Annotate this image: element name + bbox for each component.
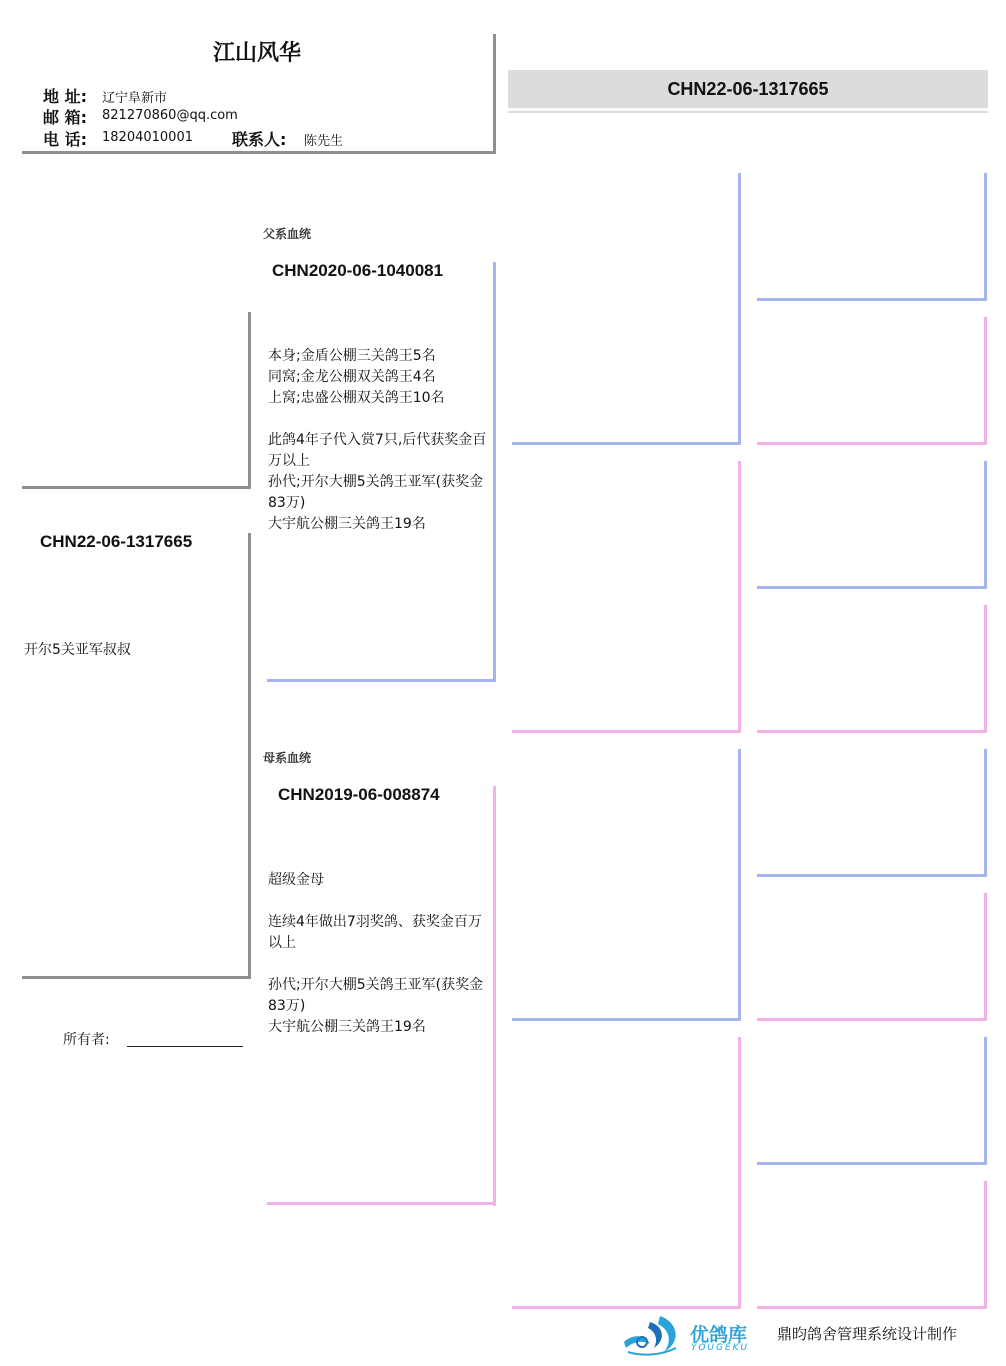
- sire-notes: [268, 346, 488, 535]
- credit-text: 鼎昀鸽舍管理系统设计制作: [777, 1325, 958, 1343]
- brand-sub: YOUGEKU: [691, 1343, 750, 1353]
- ggp-7-vline: [984, 1037, 987, 1165]
- contact-value: 陈先生: [304, 134, 344, 149]
- gp-1-vline: [738, 173, 741, 445]
- ggp-2-hline: [757, 442, 987, 445]
- banner-underline: [508, 111, 988, 113]
- ggp-3-hline: [757, 586, 987, 589]
- subject-upper-hline: [22, 486, 251, 489]
- sire-note-line: 本身;金盾公棚三关鸽王5名: [268, 348, 436, 364]
- subject-note: 开尔5关亚军叔叔: [24, 642, 131, 658]
- sire-note-line: 上窝;忠盛公棚双关鸽王10名: [268, 390, 445, 406]
- dam-note-line: 孙代;开尔大棚5关鸽王亚军(获奖金83万): [268, 977, 484, 1014]
- gp-2-vline: [738, 461, 741, 733]
- dam-note-line: [268, 891, 488, 912]
- owner-signature-line[interactable]: [127, 1046, 243, 1047]
- dam-vline: [493, 786, 496, 1206]
- subject-lower-hline: [22, 976, 251, 979]
- contact-label: 联系人:: [232, 130, 287, 149]
- header-bottom-border: [22, 151, 496, 154]
- banner-ring-number: CHN22-06-1317665: [667, 79, 829, 99]
- ggp-8-hline: [757, 1306, 987, 1309]
- address-label: 地 址:: [43, 87, 87, 106]
- gp-4-hline: [512, 1306, 741, 1309]
- sire-note-line: 孙代;开尔大棚5关鸽王亚军(获奖金83万): [268, 474, 484, 511]
- ggp-6-vline: [984, 893, 987, 1021]
- dam-ring-number: CHN2019-06-008874: [278, 785, 440, 804]
- ggp-3-vline: [984, 461, 987, 589]
- sire-note-line: [268, 409, 488, 430]
- ggp-5-vline: [984, 749, 987, 877]
- phone-value: 18204010001: [102, 130, 193, 145]
- sire-note-line: 此鸽4年子代入赏7只,后代获奖金百万以上: [268, 432, 487, 469]
- brand-name: 优鸽库: [690, 1324, 748, 1346]
- yougeku-logo-icon: [620, 1312, 690, 1356]
- dam-notes: [268, 870, 488, 1038]
- gp-3-vline: [738, 749, 741, 1021]
- ggp-5-hline: [757, 874, 987, 877]
- sire-hline: [267, 679, 496, 682]
- sire-ring-number: CHN2020-06-1040081: [272, 261, 444, 280]
- subject-lower-vline: [248, 533, 251, 979]
- ggp-4-hline: [757, 730, 987, 733]
- dam-note-line: 超级金母: [268, 872, 324, 888]
- owner-label: 所有者:: [63, 1032, 110, 1048]
- sire-note-line: 同窝;金龙公棚双关鸽王4名: [268, 369, 436, 385]
- address-value: 辽宁阜新市: [102, 91, 168, 106]
- loft-title: 江山风华: [212, 41, 301, 66]
- ggp-4-vline: [984, 605, 987, 733]
- sire-section-label: 父系血统: [263, 227, 312, 241]
- ggp-1-hline: [757, 298, 987, 301]
- gp-1-hline: [512, 442, 741, 445]
- dam-hline: [267, 1202, 496, 1205]
- dam-note-line: 大宇航公棚三关鸽王19名: [268, 1019, 426, 1035]
- gp-4-vline: [738, 1037, 741, 1309]
- gp-3-hline: [512, 1018, 741, 1021]
- ggp-8-vline: [984, 1181, 987, 1309]
- sire-vline: [493, 262, 496, 682]
- ggp-7-hline: [757, 1162, 987, 1165]
- ring-banner: [508, 70, 988, 108]
- header-right-border: [493, 34, 496, 154]
- dam-note-line: [268, 954, 488, 975]
- subject-upper-vline: [248, 312, 251, 489]
- ggp-1-vline: [984, 173, 987, 301]
- subject-ring-number: CHN22-06-1317665: [40, 532, 193, 551]
- ggp-6-hline: [757, 1018, 987, 1021]
- phone-label: 电 话:: [43, 130, 87, 149]
- sire-note-line: 大宇航公棚三关鸽王19名: [268, 516, 426, 532]
- dam-note-line: 连续4年做出7羽奖鸽、获奖金百万以上: [268, 914, 482, 951]
- gp-2-hline: [512, 730, 741, 733]
- email-value: 821270860@qq.com: [102, 108, 238, 123]
- ggp-2-vline: [984, 317, 987, 445]
- dam-section-label: 母系血统: [263, 751, 312, 765]
- email-label: 邮 箱:: [43, 108, 87, 127]
